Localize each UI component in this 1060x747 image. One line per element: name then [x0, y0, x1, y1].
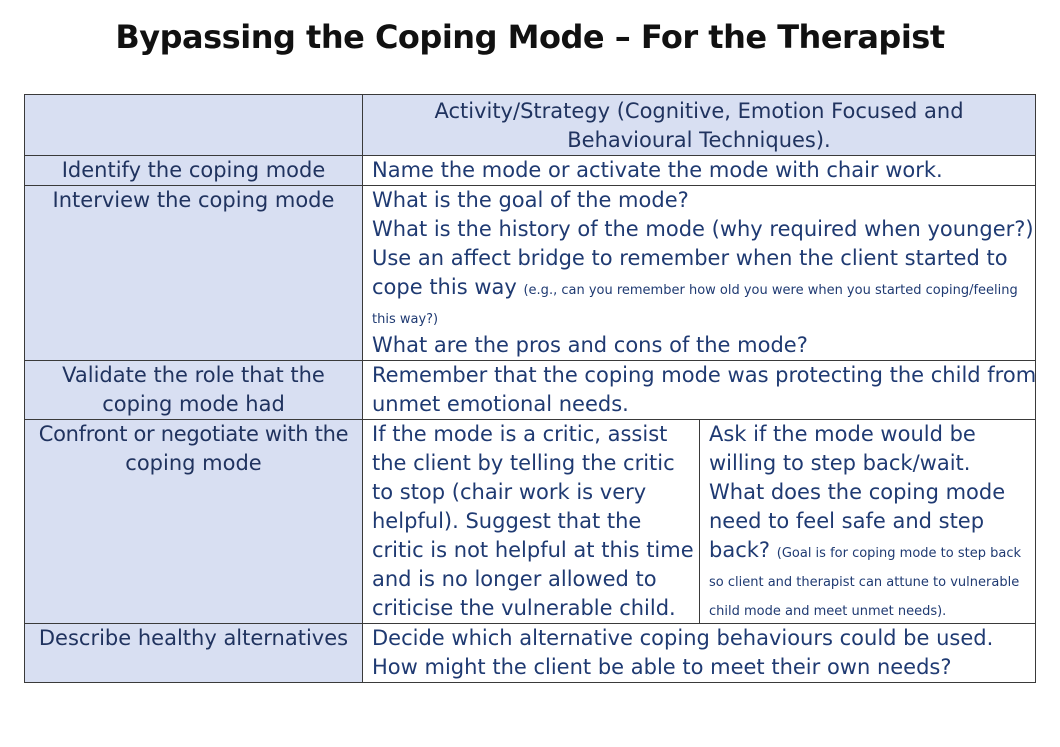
- strategy-line: the client by telling the critic: [372, 451, 675, 475]
- strategy-line: Decide which alternative coping behaviours could be used.: [372, 626, 994, 650]
- strategy-line: willing to step back/wait.: [709, 451, 971, 475]
- strategy-line-with-note: [709, 536, 1031, 623]
- strategy-line: Name the mode or activate the mode with chair work.: [372, 158, 943, 182]
- strategy-line: criticise the vulnerable child.: [372, 596, 676, 620]
- header-line: Activity/Strategy (Cognitive, Emotion Focused and: [434, 99, 964, 123]
- strategy-note: (e.g., can you remember how old you were when you started coping/feeling this way?): [372, 283, 1018, 327]
- negotiate-strategy-cell: [700, 420, 1036, 623]
- table-row: [25, 420, 1036, 624]
- strategy-note: (Goal is for coping mode to step back so client and therapist can attune to vulnerable child mode and meet unmet needs).: [709, 546, 1022, 619]
- step-cell: [25, 624, 363, 683]
- step-cell: [25, 361, 363, 420]
- strategy-line: and is no longer allowed to: [372, 567, 657, 591]
- strategy-line: critic is not helpful at this time: [372, 538, 694, 562]
- step-cell: [25, 156, 363, 186]
- header-line: Behavioural Techniques).: [567, 128, 831, 152]
- strategy-cell-split: [363, 420, 1036, 624]
- strategy-line: helpful). Suggest that the: [372, 509, 642, 533]
- strategy-cell: [363, 624, 1036, 683]
- strategy-line: need to feel safe and step: [709, 509, 985, 533]
- step-cell: [25, 420, 363, 624]
- critic-strategy-cell: [363, 420, 700, 623]
- table-header-row: [25, 95, 1036, 156]
- strategy-line: What is the history of the mode (why required when younger?): [372, 217, 1034, 241]
- table-row: [25, 361, 1036, 420]
- strategy-line: unmet emotional needs.: [372, 392, 629, 416]
- step-cell: [25, 186, 363, 361]
- strategy-line: If the mode is a critic, assist: [372, 422, 668, 446]
- strategy-line: cope this way: [372, 275, 517, 299]
- strategy-line-with-note: [372, 273, 1029, 331]
- step-label: Validate the role that the: [62, 363, 325, 387]
- strategy-cell: [363, 156, 1036, 186]
- step-label: Confront or negotiate with the: [38, 422, 349, 446]
- table-row: [25, 186, 1036, 361]
- step-label: Identify the coping mode: [61, 158, 326, 182]
- table-row: [25, 624, 1036, 683]
- strategy-line: to stop (chair work is very: [372, 480, 647, 504]
- step-label: Describe healthy alternatives: [38, 626, 349, 650]
- step-label: coping mode: [125, 451, 262, 475]
- strategy-line: What is the goal of the mode?: [372, 188, 689, 212]
- header-right-cell: [363, 95, 1036, 156]
- strategy-cell: [363, 361, 1036, 420]
- strategy-line: Ask if the mode would be: [709, 422, 976, 446]
- strategy-line: How might the client be able to meet their own needs?: [372, 655, 952, 679]
- strategy-cell: [363, 186, 1036, 361]
- split-strategy-table: [363, 420, 1035, 623]
- strategy-line: Remember that the coping mode was protecting the child from: [372, 363, 1037, 387]
- strategy-line: back?: [709, 538, 771, 562]
- strategy-line: What are the pros and cons of the mode?: [372, 333, 808, 357]
- page-title: Bypassing the Coping Mode – For the Therapist: [115, 18, 945, 56]
- strategy-line: What does the coping mode: [709, 480, 1006, 504]
- header-left-cell: [25, 95, 363, 156]
- step-label: Interview the coping mode: [52, 188, 335, 212]
- strategy-line: Use an affect bridge to remember when the client started to: [372, 246, 1008, 270]
- table-row: [25, 156, 1036, 186]
- step-label: coping mode had: [102, 392, 285, 416]
- strategy-table: [24, 94, 1036, 683]
